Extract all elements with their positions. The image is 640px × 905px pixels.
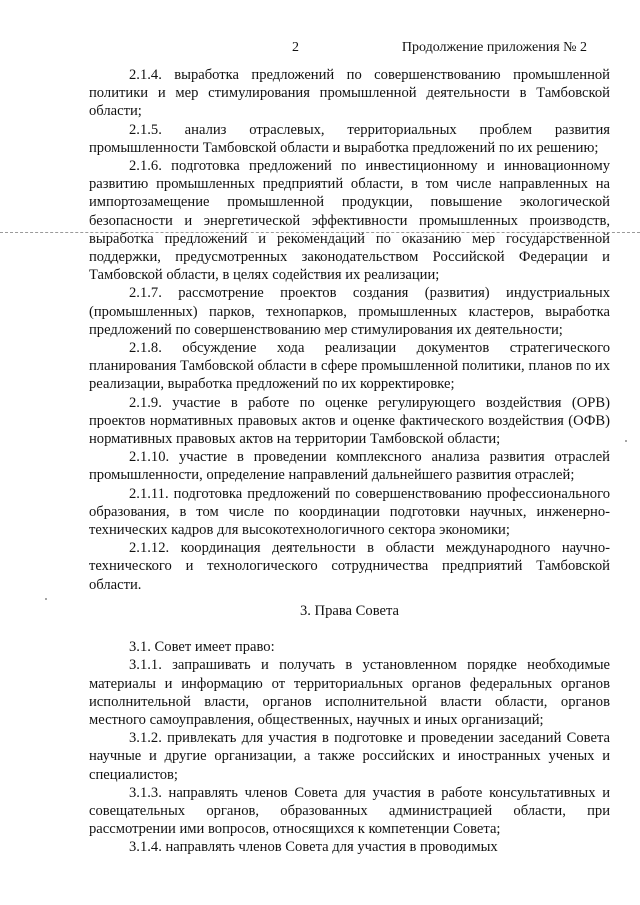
section-3-title: 3. Права Совета (299, 602, 400, 619)
clause-2-1-5: 2.1.5. анализ отраслевых, территориальных проблем развития промышленности Тамбовской области и выработка предложений по их решению; (89, 121, 610, 156)
scan-speck (625, 440, 627, 442)
scan-speck (45, 598, 47, 600)
clause-3-1-1: 3.1.1. запрашивать и получать в установленном порядке необходимые материалы и информацию от территориальных органов федеральных органов исполнительной власти, органов исполнительной власти области, органов местного самоуправления, общественных, научных и иных организаций; (89, 657, 610, 728)
clause-2-1-7: 2.1.7. рассмотрение проектов создания (развития) индустриальных (промышленных) парков, технопарков, промышленных кластеров, выработка предложений по совершенствованию мер стимулирования их деятельности; (89, 285, 610, 338)
document-body (89, 66, 610, 857)
clause-2-1-4: 2.1.4. выработка предложений по совершенствованию промышленной политики и мер стимулирования промышленной деятельности в Тамбовской области; (89, 67, 610, 120)
appendix-continuation-label: Продолжение приложения № 2 (401, 40, 587, 55)
clause-2-1-12: 2.1.12. координация деятельности в области международного научно-технического и технологического сотрудничества предприятий Тамбовской области. (89, 540, 610, 593)
clause-2-1-10: 2.1.10. участие в проведении комплексного анализа развития отраслей промышленности, определение направлений дальнейшего развития отраслей; (89, 449, 610, 484)
clause-3-1-3: 3.1.3. направлять членов Совета для участия в работе консультативных и совещательных органов, образованных администрацией области, при рассмотрении ими вопросов, относящихся к компетенции Совета; (89, 784, 610, 838)
page-number: 2 (292, 40, 299, 55)
clause-3-1: 3.1. Совет имеет право: (129, 639, 275, 656)
clause-3-1-4: 3.1.4. направлять членов Совета для участия в проводимых (129, 839, 498, 856)
clause-2-1-6: 2.1.6. подготовка предложений по инвестиционному и инновационному развитию промышленных предприятий области, в том числе направленных на импортозамещение промышленной продукции, повышение экологической безопасности и энергетической эффективности промышленных производств, выработка предложений и рекомендаций по оказанию мер государственной поддержки, предусмотренных законодательством Российской Федерации и Тамбовской области, в целях содействия их реализации; (89, 158, 610, 284)
clause-2-1-11: 2.1.11. подготовка предложений по совершенствованию профессионального образования, в том числе по координации подготовки научных, инженерно-технических кадров для высокотехнологичного сектора экономики; (89, 485, 610, 539)
clause-2-1-9: 2.1.9. участие в работе по оценке регулирующего воздействия (ОРВ) проектов нормативных правовых актов и оценке фактического воздействия (ОФВ) нормативных правовых актов на территории Тамбовской области; (89, 394, 610, 448)
clause-2-1-8: 2.1.8. обсуждение хода реализации документов стратегического планирования Тамбовской области в сфере промышленной политики, планов по их реализации, выработка предложений по их корректировке; (89, 340, 610, 393)
page-header (0, 40, 640, 60)
clause-3-1-2: 3.1.2. привлекать для участия в подготовке и проведении заседаний Совета научные и другие организации, а также российских и иностранных ученых и специалистов; (89, 730, 610, 783)
